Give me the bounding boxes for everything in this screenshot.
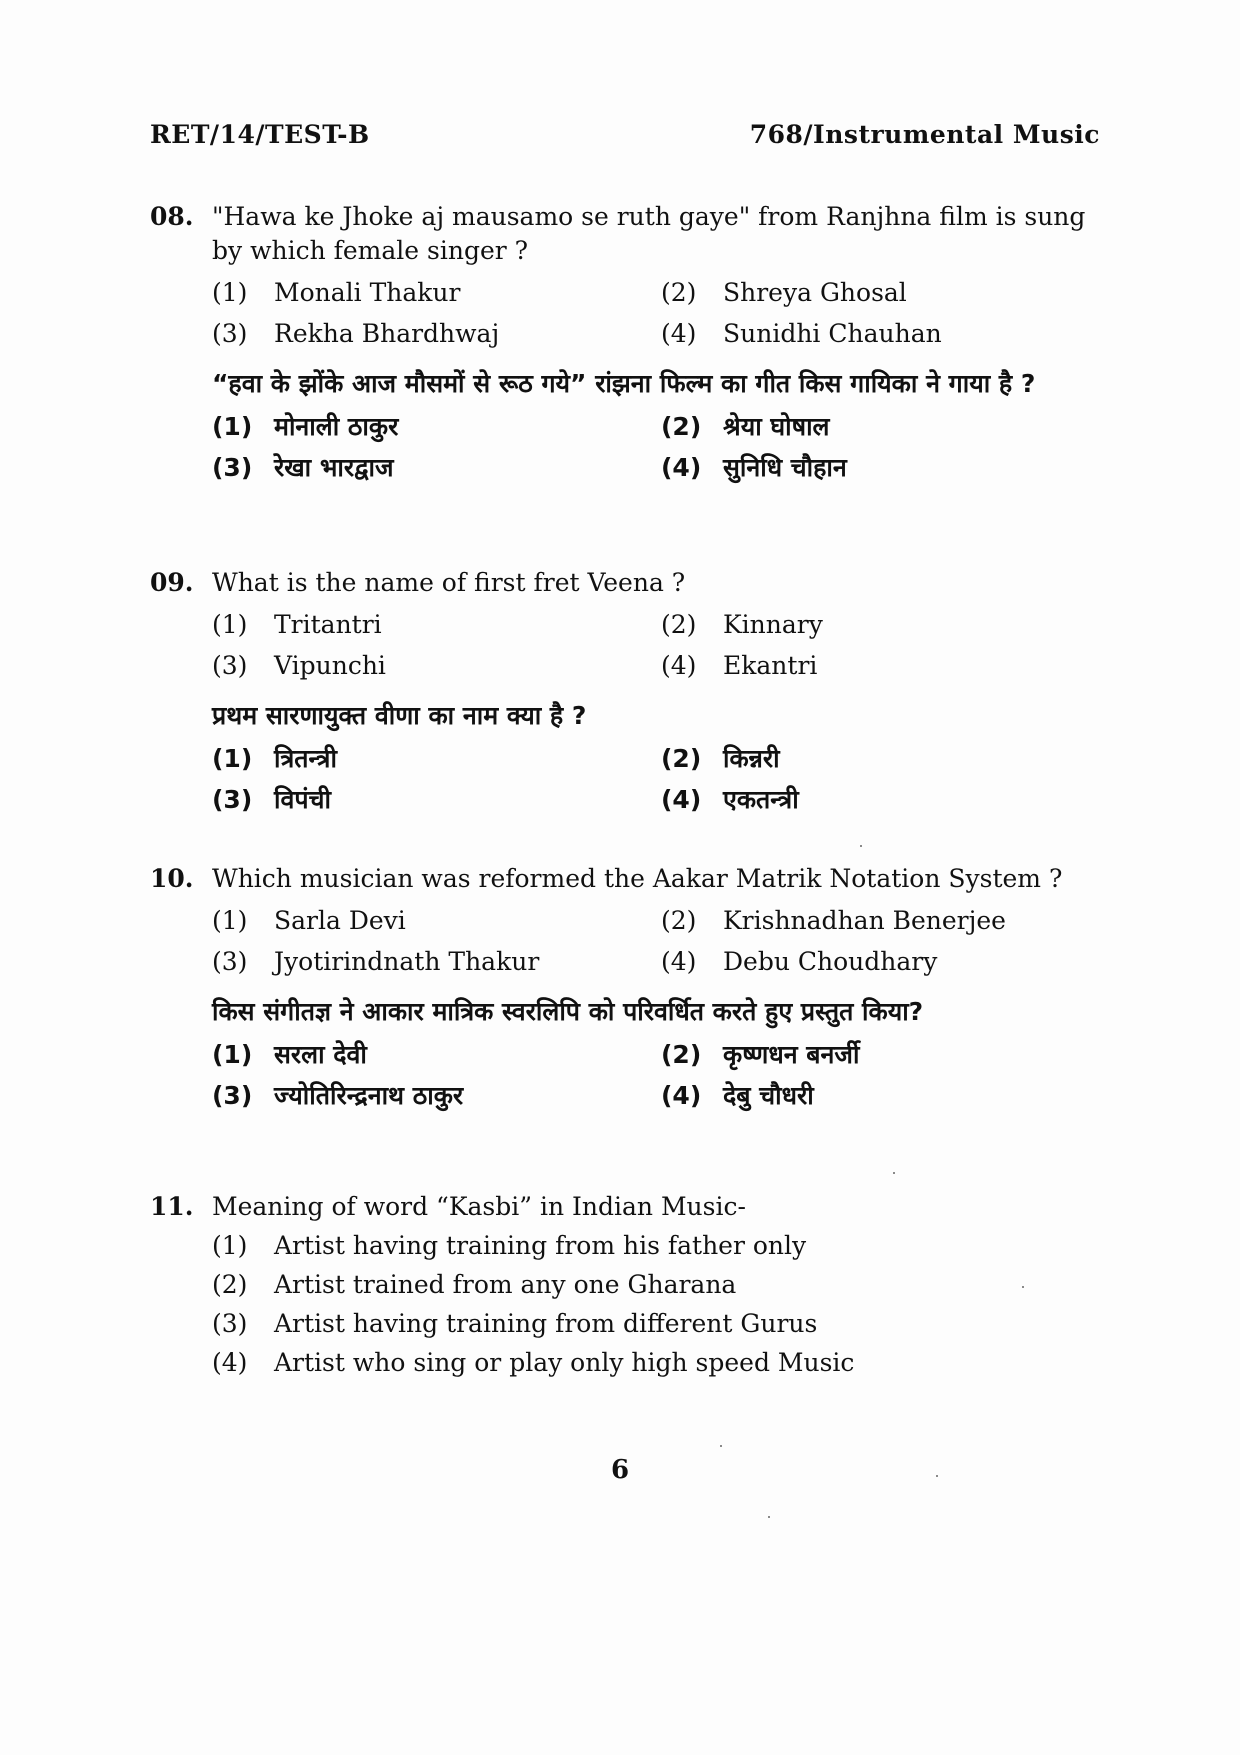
option: (4) Sunidhi Chauhan (661, 319, 942, 348)
option: (3) Rekha Bhardhwaj (212, 319, 500, 348)
option: (4) Artist who sing or play only high speed Music (212, 1348, 855, 1377)
option: (4) देबु चौधरी (661, 1081, 814, 1110)
subject-title: 768/Instrumental Music (749, 120, 1100, 149)
options-en (212, 604, 1110, 686)
question-08 (150, 200, 1110, 488)
option: (3) Vipunchi (212, 651, 386, 680)
question-text-en: Meaning of word “Kasbi” in Indian Music- (212, 1192, 746, 1221)
question-text-hi: किस संगीतज्ञ ने आकार मात्रिक स्वरलिपि को परिवर्धित करते हुए प्रस्तुत किया? (212, 997, 924, 1026)
options-en (212, 900, 1110, 982)
options-en (212, 272, 1110, 354)
option: (4) Debu Choudhary (661, 947, 938, 976)
paper-code: RET/14/TEST-B (150, 120, 370, 149)
option: (1) Sarla Devi (212, 906, 406, 935)
option: (2) Kinnary (661, 610, 823, 639)
page-number: 6 (610, 1455, 630, 1485)
option: (2) Artist trained from any one Gharana (212, 1270, 737, 1299)
question-number: 11. (150, 1192, 194, 1221)
options-en (212, 1226, 1110, 1382)
scan-speck (768, 1516, 770, 1518)
option: (3) Artist having training from different Gurus (212, 1309, 818, 1338)
option: (2) Krishnadhan Benerjee (661, 906, 1006, 935)
question-text-en: What is the name of first fret Veena ? (212, 568, 686, 597)
question-text-hi: “हवा के झोंके आज मौसमों से रूठ गये” रांझना फिल्म का गीत किस गायिका ने गाया है ? (212, 369, 1036, 398)
scan-speck (1022, 1286, 1024, 1288)
option: (2) कृष्णधन बनर्जी (661, 1040, 860, 1069)
option: (2) Shreya Ghosal (661, 278, 907, 307)
option: (4) एकतन्त्री (661, 785, 799, 814)
option: (3) ज्योतिरिन्द्रनाथ ठाकुर (212, 1081, 464, 1110)
option: (1) त्रितन्त्री (212, 744, 337, 773)
scan-speck (936, 1475, 938, 1477)
question-10 (150, 862, 1110, 1116)
option: (2) किन्नरी (661, 744, 780, 773)
option: (4) सुनिधि चौहान (661, 453, 847, 482)
question-number: 10. (150, 864, 194, 893)
option: (1) सरला देवी (212, 1040, 367, 1069)
scan-speck (893, 1172, 895, 1174)
option: (1) Artist having training from his father only (212, 1231, 807, 1260)
question-number: 09. (150, 568, 194, 597)
option: (1) Tritantri (212, 610, 382, 639)
question-11 (150, 1190, 1110, 1382)
option: (1) Monali Thakur (212, 278, 461, 307)
question-text-hi: प्रथम सारणायुक्त वीणा का नाम क्या है ? (212, 701, 587, 730)
option: (1) मोनाली ठाकुर (212, 412, 399, 441)
question-text-en: "Hawa ke Jhoke aj mausamo se ruth gaye" from Ranjhna film is sung by which female singer ? (212, 202, 1086, 265)
option: (3) विपंची (212, 785, 331, 814)
options-hi (212, 738, 1110, 820)
option: (3) Jyotirindnath Thakur (212, 947, 540, 976)
options-hi (212, 406, 1110, 488)
question-text-en: Which musician was reformed the Aakar Matrik Notation System ? (212, 864, 1063, 893)
option: (2) श्रेया घोषाल (661, 412, 830, 441)
scan-speck (720, 1445, 722, 1447)
option: (3) रेखा भारद्वाज (212, 453, 394, 482)
scan-speck (860, 845, 862, 847)
options-hi (212, 1034, 1110, 1116)
option: (4) Ekantri (661, 651, 818, 680)
question-number: 08. (150, 202, 194, 231)
question-09 (150, 566, 1110, 820)
